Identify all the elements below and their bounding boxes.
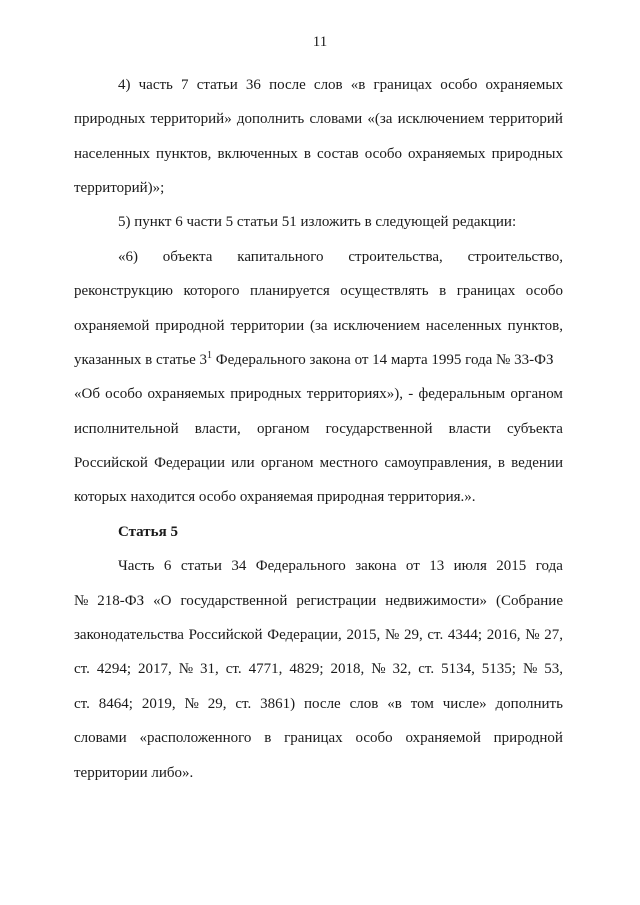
word: после <box>269 77 306 93</box>
word: 4771, <box>248 661 283 677</box>
page-number: 11 <box>312 34 328 50</box>
paragraph-line <box>74 729 563 747</box>
paragraph-line: территорий)»; <box>74 180 165 196</box>
paragraph-line: которых находится особо охраняемая природная территория.». <box>74 489 476 505</box>
word: в <box>439 283 447 299</box>
paragraph-line <box>118 557 563 575</box>
word: словами <box>309 111 363 127</box>
word: 2019, <box>141 696 176 712</box>
word: в <box>264 730 272 746</box>
word: строительство, <box>467 249 563 265</box>
word: особо <box>364 146 402 162</box>
word: местного <box>319 455 379 471</box>
word: объекта <box>162 249 213 265</box>
article-heading: Статья 5 <box>118 524 178 540</box>
word: 2015 <box>496 558 527 574</box>
word: 4344; <box>447 627 483 643</box>
word: дополнить <box>495 696 563 712</box>
word: государственной <box>180 593 288 609</box>
paragraph-line <box>74 351 563 369</box>
word: 31, <box>200 661 219 677</box>
word: особо <box>440 77 478 93</box>
word: № <box>178 661 194 677</box>
word: «Об <box>74 386 100 402</box>
word: охраняемых <box>485 77 563 93</box>
word: Федерального <box>255 558 346 574</box>
word: - <box>408 386 414 402</box>
word: числе» <box>442 696 487 712</box>
word: органом <box>260 455 314 471</box>
word: «в <box>387 696 402 712</box>
word: природных <box>230 386 302 402</box>
word: особо <box>105 386 143 402</box>
word: дополнить <box>236 111 305 127</box>
word: в <box>303 146 311 162</box>
word: № <box>525 627 540 643</box>
word: природных <box>491 146 563 162</box>
word: или <box>231 455 255 471</box>
word: субъекта <box>507 421 563 437</box>
word: 218-ФЗ <box>97 593 145 609</box>
word: № <box>384 627 400 643</box>
word: «расположенного <box>139 730 252 746</box>
word: границах <box>456 283 516 299</box>
word: 32, <box>392 661 412 677</box>
word: исполнительной <box>74 421 179 437</box>
word: «О <box>153 593 172 609</box>
paragraph-line <box>74 420 563 438</box>
word: ст. <box>235 696 252 712</box>
word: ст. <box>225 661 242 677</box>
word: 29, <box>207 696 227 712</box>
word: пунктов, <box>507 318 563 334</box>
word: населенных <box>425 318 502 334</box>
word: Российской <box>188 627 263 643</box>
word: органом <box>256 421 310 437</box>
word: охраняемой <box>405 730 481 746</box>
paragraph-line <box>74 592 563 610</box>
word: «6) <box>118 249 138 265</box>
paragraph-line: 5) пункт 6 части 5 статьи 51 изложить в следующей редакции: <box>118 214 517 230</box>
word: планируется <box>249 283 330 299</box>
word: строительства, <box>348 249 443 265</box>
word: населенных <box>74 146 150 162</box>
word: регистрации <box>296 593 377 609</box>
word: после <box>304 696 341 712</box>
word: закона <box>355 558 397 574</box>
word: исключением <box>397 111 485 127</box>
word: охраняемых <box>408 146 486 162</box>
word: власти, <box>194 421 241 437</box>
paragraph-line: территории либо». <box>74 765 194 781</box>
word: осуществлять <box>340 283 429 299</box>
word: границах <box>373 77 433 93</box>
word: самоуправления, <box>384 455 492 471</box>
word: природных <box>74 111 146 127</box>
word: 3861) <box>260 696 296 712</box>
word: 8464; <box>98 696 133 712</box>
paragraph-line <box>74 695 563 713</box>
word: слов <box>349 696 379 712</box>
word: Часть <box>118 558 155 574</box>
word: 5135; <box>481 661 516 677</box>
paragraph-line <box>74 454 563 472</box>
paragraph-line <box>74 145 563 163</box>
superscript: 1 <box>207 350 212 361</box>
word: в <box>497 455 505 471</box>
word: Российской <box>74 455 148 471</box>
word: охраняемой <box>74 318 150 334</box>
word: слов <box>313 77 343 93</box>
word: особо <box>525 283 563 299</box>
word: ст. <box>74 661 90 677</box>
word: 4) <box>118 77 131 93</box>
word: территории <box>230 318 305 334</box>
word: от <box>405 558 420 574</box>
paragraph-line <box>74 282 563 300</box>
paragraph-line <box>74 317 563 335</box>
word: 27, <box>544 627 563 643</box>
word: ст. <box>427 627 444 643</box>
word: № <box>74 593 89 609</box>
word: исключением <box>333 318 420 334</box>
word: 4294; <box>96 661 131 677</box>
word: 7 <box>181 77 189 93</box>
word: включенных <box>217 146 298 162</box>
word: власти <box>448 421 491 437</box>
paragraph-line <box>118 248 563 266</box>
word: федеральным <box>418 386 506 402</box>
paragraph-line <box>74 626 563 644</box>
word: словами <box>74 730 127 746</box>
word: «(за <box>367 111 393 127</box>
word: природной <box>493 730 563 746</box>
word: которого <box>183 283 240 299</box>
word: том <box>410 696 434 712</box>
word: территориях»), <box>306 386 404 402</box>
word: 13 <box>429 558 445 574</box>
word: ст. <box>418 661 435 677</box>
word: 5134, <box>441 661 475 677</box>
word: (Собрание <box>495 593 563 609</box>
word: 2018, <box>330 661 365 677</box>
word: (за <box>309 318 328 334</box>
word: «в <box>350 77 366 93</box>
word: Федерации <box>154 455 225 471</box>
word: 2015, <box>346 627 381 643</box>
word: 29, <box>403 627 423 643</box>
word: недвижимости» <box>385 593 487 609</box>
word: статьи <box>180 558 222 574</box>
word: 2017, <box>137 661 172 677</box>
word: 36 <box>245 77 261 93</box>
word: особо <box>355 730 393 746</box>
word: территорий» <box>150 111 232 127</box>
word: состав <box>317 146 359 162</box>
word: 2016, <box>486 627 521 643</box>
paragraph-line <box>74 110 563 128</box>
word: пунктов, <box>156 146 212 162</box>
word: 6 <box>163 558 172 574</box>
word: № <box>522 661 538 677</box>
word: реконструкцию <box>74 283 173 299</box>
word: 4829; <box>289 661 324 677</box>
word: природной <box>155 318 225 334</box>
paragraph-line <box>118 76 563 94</box>
word: Федерации, <box>267 627 342 643</box>
word: № <box>371 661 386 677</box>
word: охраняемых <box>147 386 225 402</box>
word: капитального <box>237 249 324 265</box>
word: границах <box>284 730 343 746</box>
word: государственной <box>325 421 433 437</box>
word: часть <box>138 77 173 93</box>
word: 53, <box>544 661 563 677</box>
paragraph-line <box>74 660 563 678</box>
word: ведении <box>511 455 563 471</box>
word: года <box>535 558 563 574</box>
line-text: Федерального закона от 14 марта 1995 года № 33-ФЗ <box>212 352 554 368</box>
word: статьи <box>196 77 238 93</box>
word: территорий <box>489 111 563 127</box>
word: законодательства <box>74 627 184 643</box>
word: июля <box>453 558 487 574</box>
word: 34 <box>231 558 247 574</box>
word: ст. <box>74 696 90 712</box>
line-text: указанных в статье 3 <box>74 352 207 368</box>
word: органом <box>510 386 563 402</box>
word: № <box>184 696 199 712</box>
paragraph-line <box>74 385 563 403</box>
